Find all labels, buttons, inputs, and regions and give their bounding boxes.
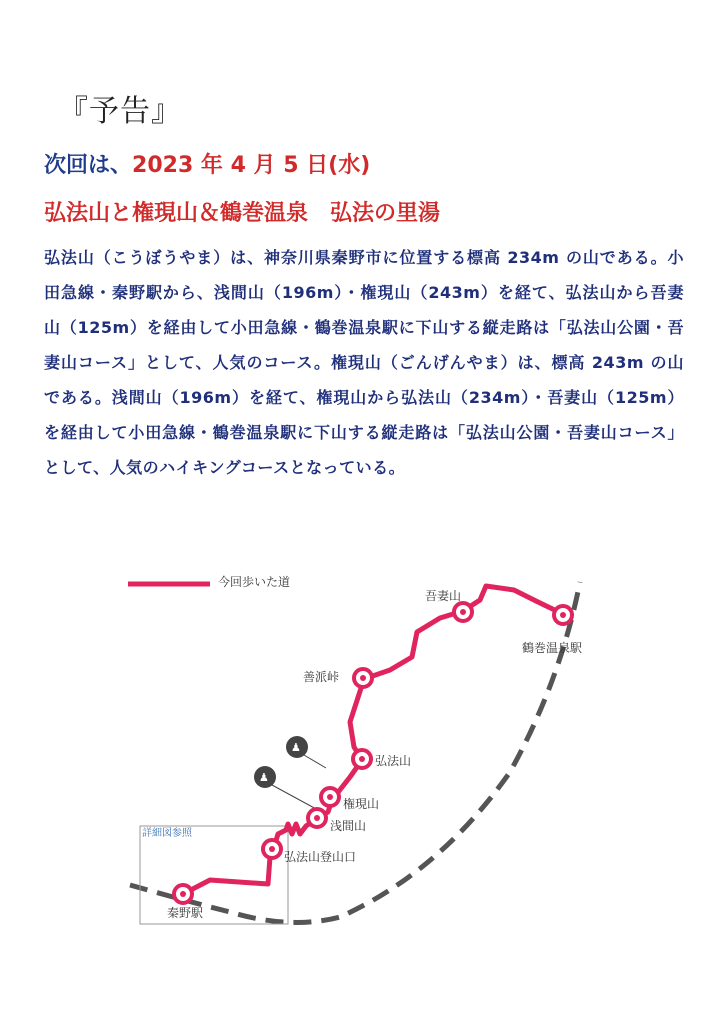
hiking-route <box>183 586 563 894</box>
stop-tsurumaki-marker <box>554 606 572 624</box>
notice-heading: 『予告』 <box>58 94 182 129</box>
course-description: 弘法山（こうぼうやま）は、神奈川県秦野市に位置する標高 234m の山である。小田急線・秦野駅から、浅間山（196m）・権現山（243m）を経て、弘法山から吾妻山（125m）を経由して小田急線・鶴巻温泉駅に下山する縦走路は「弘法山公園・吾妻山コース」として、人気のコース。権現山（ごんげんやま）は、標高 243m の山である。浅間山（196m）を経て、権現山から弘法山（234m）・吾妻山（125m）を経由して小田急線・鶴巻温泉駅に下山する縦走路は「弘法山公園・吾妻山コース」として、人気のハイキングコースとなっている。 <box>44 248 684 477</box>
stop-kobo-marker <box>353 750 371 768</box>
stop-sengen-label: 浅間山 <box>330 819 367 833</box>
stop-zenpa-marker <box>354 669 372 687</box>
route-map <box>110 572 610 932</box>
toilet-icon <box>286 736 326 768</box>
detail-box-label: 詳細図参照 <box>142 828 192 839</box>
next-prefix: 次回は、 <box>44 153 133 178</box>
stop-trailhead-marker <box>263 840 281 858</box>
svg-text:♟: ♟ <box>259 771 269 784</box>
stop-zenpa-label: 善派峠 <box>303 670 340 684</box>
next-date-line <box>44 148 370 179</box>
stop-trailhead-label: 弘法山登山口 <box>284 850 357 864</box>
stop-azuma-marker <box>454 603 472 621</box>
legend-label: 今回歩いた道 <box>218 575 291 589</box>
stop-gongen-label: 権現山 <box>343 797 380 811</box>
next-date: 2023 年 4 月 5 日(水) <box>132 153 371 178</box>
toilet-icon <box>254 766 318 810</box>
stop-gongen-marker <box>321 788 339 806</box>
stop-hadano-label: 秦野駅 <box>167 906 204 920</box>
stop-azuma-label: 吾妻山 <box>425 589 462 603</box>
route-map-svg <box>110 572 610 932</box>
stop-sengen-marker <box>308 809 326 827</box>
svg-text:♟: ♟ <box>291 741 301 754</box>
stop-kobo-label: 弘法山 <box>375 754 412 768</box>
course-title: 弘法山と権現山＆鶴巻温泉 弘法の里湯 <box>44 201 441 226</box>
stop-tsurumaki-label: 鶴巻温泉駅 <box>522 641 583 655</box>
stop-hadano-marker <box>174 885 192 903</box>
